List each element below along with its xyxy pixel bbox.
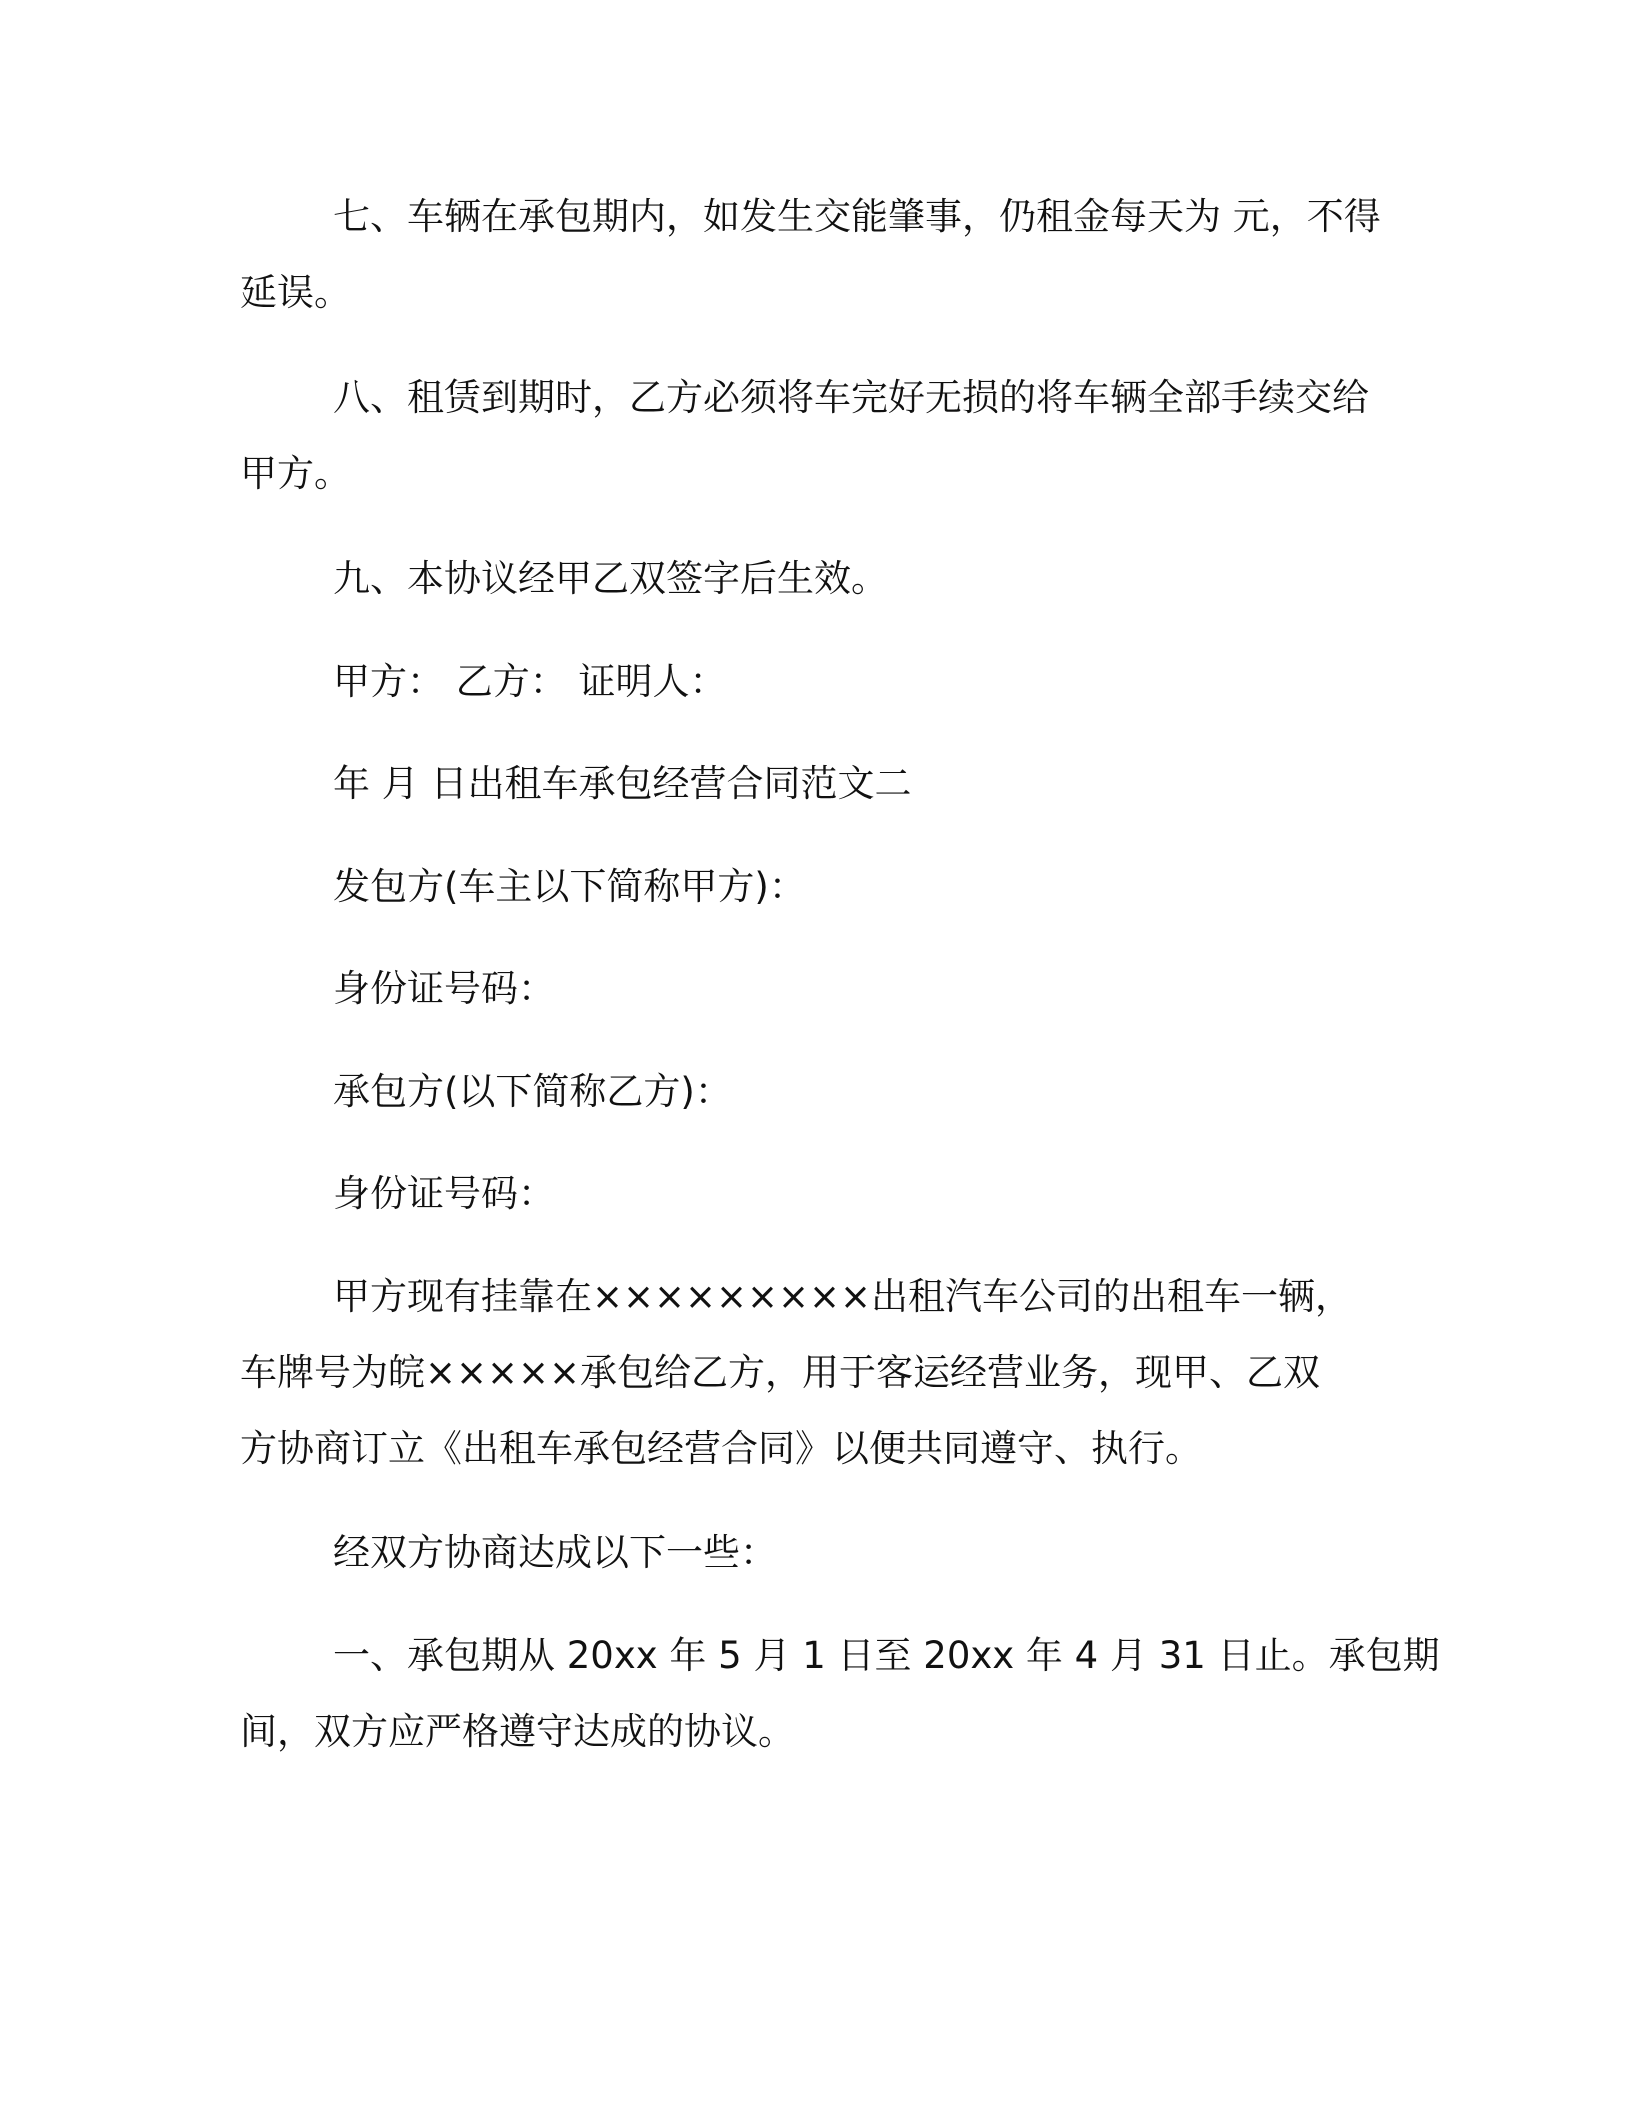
clause-9: 九、本协议经甲乙双签字后生效。 (333, 557, 888, 600)
intro-line-2: 车牌号为皖×××××承包给乙方，用于客运经营业务，现甲、乙双 (240, 1351, 1321, 1394)
id-number-b-label: 身份证号码： (333, 1172, 555, 1215)
signature-line: 甲方： 乙方： 证明人： (333, 660, 727, 703)
clause-8-line-2: 甲方。 (240, 452, 351, 495)
intro-line-1: 甲方现有挂靠在×××××××××出租汽车公司的出租车一辆， (333, 1275, 1353, 1318)
intro-line-3: 方协商订立《出租车承包经营合同》以便共同遵守、执行。 (240, 1427, 1202, 1470)
date-and-heading: 年 月 日出租车承包经营合同范文二 (333, 762, 912, 805)
clause-7-line-2: 延误。 (240, 271, 351, 314)
agreement-intro: 经双方协商达成以下一些： (333, 1531, 777, 1574)
contractor-a-label: 发包方(车主以下简称甲方)： (333, 865, 806, 908)
clause-1-line-2: 间，双方应严格遵守达成的协议。 (240, 1710, 795, 1753)
id-number-a-label: 身份证号码： (333, 967, 555, 1010)
clause-7-line-1: 七、车辆在承包期内，如发生交能肇事，仍租金每天为 元，不得 (333, 195, 1381, 238)
clause-1-line-1: 一、承包期从 20xx 年 5 月 1 日至 20xx 年 4 月 31 日止。承包期 (333, 1634, 1440, 1677)
clause-8-line-1: 八、租赁到期时，乙方必须将车完好无损的将车辆全部手续交给 (333, 376, 1369, 419)
contractor-b-label: 承包方(以下简称乙方)： (333, 1070, 732, 1113)
